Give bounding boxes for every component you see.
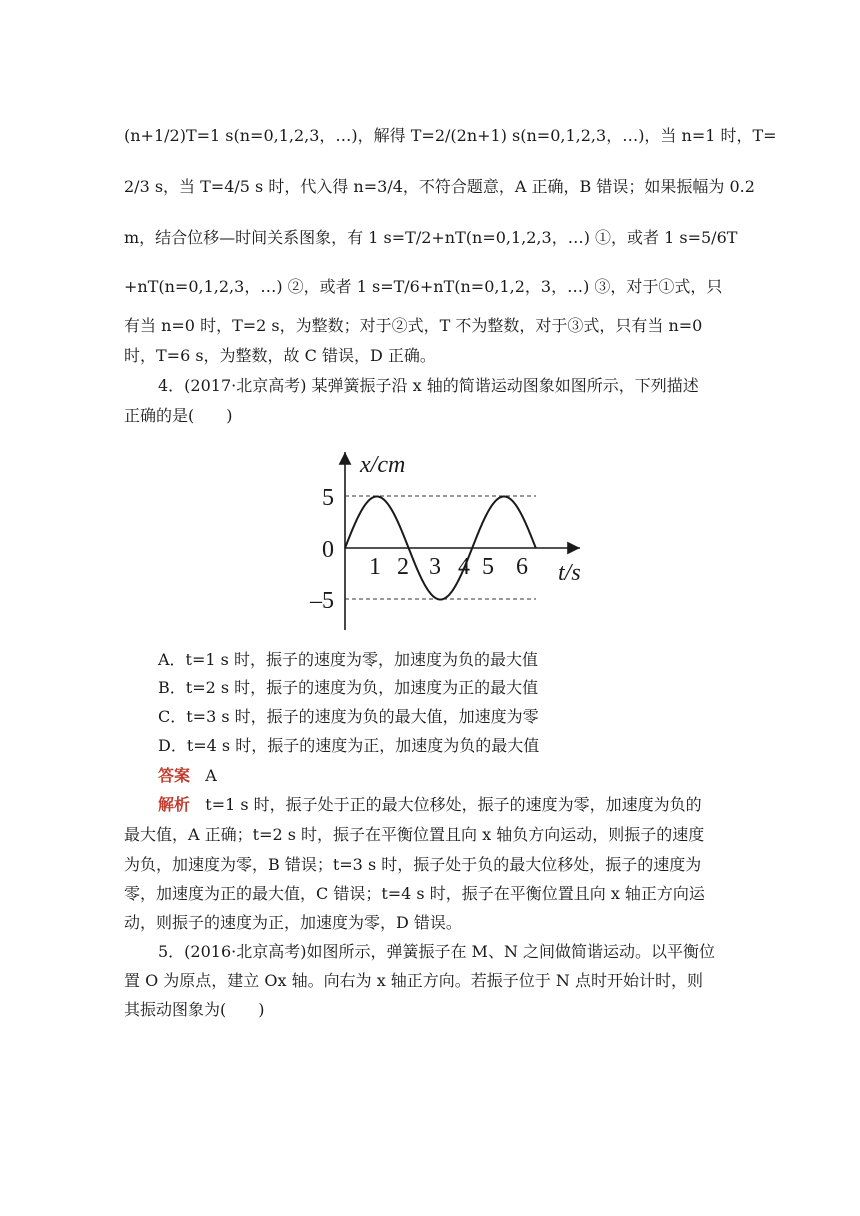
q4-option-a: A．t=1 s 时，振子的速度为零，加速度为负的最大值 (158, 650, 538, 669)
q4-stem-line-1: 4．(2017·北京高考) 某弹簧振子沿 x 轴的简谐运动图象如图所示，下列描述 (158, 376, 699, 395)
answer-value: A (205, 766, 217, 785)
q4-analysis-line-2: 最大值，A 正确；t=2 s 时，振子在平衡位置且向 x 轴负方向运动，则振子的速度 (124, 825, 705, 844)
prev-line-3: m，结合位移—时间关系图象，有 1 s=T/2+nT(n=0,1,2,3，…) ①，或者 1 s=5/6T (124, 228, 738, 247)
x-tick-5: 5 (482, 554, 494, 580)
y-tick-0: 0 (322, 537, 334, 563)
analysis-label: 解析 (158, 795, 191, 814)
x-tick-6: 6 (516, 554, 528, 580)
prev-line-4: +nT(n=0,1,2,3，…) ②，或者 1 s=T/6+nT(n=0,1,2，3，…) ③，对于①式，只 (124, 277, 723, 296)
x-tick-3: 3 (429, 554, 441, 580)
prev-line-1: (n+1/2)T=1 s(n=0,1,2,3，…)，解得 T=2/(2n+1) s(n=0,1,2,3，…)，当 n=1 时，T= (124, 126, 777, 145)
q5-stem-line-3: 其振动图象为( ) (124, 1000, 265, 1019)
x-tick-1: 1 (369, 554, 381, 580)
q4-answer (158, 764, 738, 788)
q4-analysis-line-1: 解析 t=1 s 时，振子处于正的最大位移处，振子的速度为零，加速度为负的 (158, 795, 702, 814)
q4-option-b: B．t=2 s 时，振子的速度为负，加速度为正的最大值 (158, 678, 539, 697)
shm-graph (300, 436, 604, 636)
q4-stem-line-2: 正确的是( ) (124, 406, 233, 425)
q4-option-d: D．t=4 s 时，振子的速度为正，加速度为负的最大值 (158, 736, 540, 755)
q4-analysis-line-3: 为负，加速度为零，B 错误；t=3 s 时，振子处于负的最大位移处，振子的速度为 (124, 855, 702, 874)
x-tick-4: 4 (458, 554, 470, 580)
prev-line-5: 有当 n=0 时，T=2 s，为整数；对于②式，T 不为整数，对于③式，只有当 n=0 (124, 316, 703, 335)
q4-analysis-line-4: 零，加速度为正的最大值，C 错误；t=4 s 时，振子在平衡位置且向 x 轴正方向运 (124, 884, 705, 903)
q5-stem-line-1: 5．(2016·北京高考)如图所示，弹簧振子在 M、N 之间做简谐运动。以平衡位 (158, 942, 716, 961)
prev-line-2: 2/3 s，当 T=4/5 s 时，代入得 n=3/4，不符合题意，A 正确，B 错误；如果振幅为 0.2 (124, 177, 755, 196)
q4-option-c: C．t=3 s 时，振子的速度为负的最大值，加速度为零 (158, 707, 539, 726)
x-tick-2: 2 (397, 554, 409, 580)
y-tick-5: 5 (322, 485, 334, 511)
y-tick-neg5: –5 (310, 588, 334, 614)
y-axis-label: x/cm (360, 452, 406, 478)
q5-stem-line-2: 置 O 为原点，建立 Ox 轴。向右为 x 轴正方向。若振子位于 N 点时开始计时，则 (124, 971, 703, 990)
prev-line-6: 时，T=6 s，为整数，故 C 错误，D 正确。 (124, 346, 436, 365)
x-axis-label: t/s (558, 560, 581, 586)
answer-label: 答案 (158, 766, 191, 785)
q4-analysis-line-5: 动，则振子的速度为正，加速度为零，D 错误。 (124, 913, 462, 932)
